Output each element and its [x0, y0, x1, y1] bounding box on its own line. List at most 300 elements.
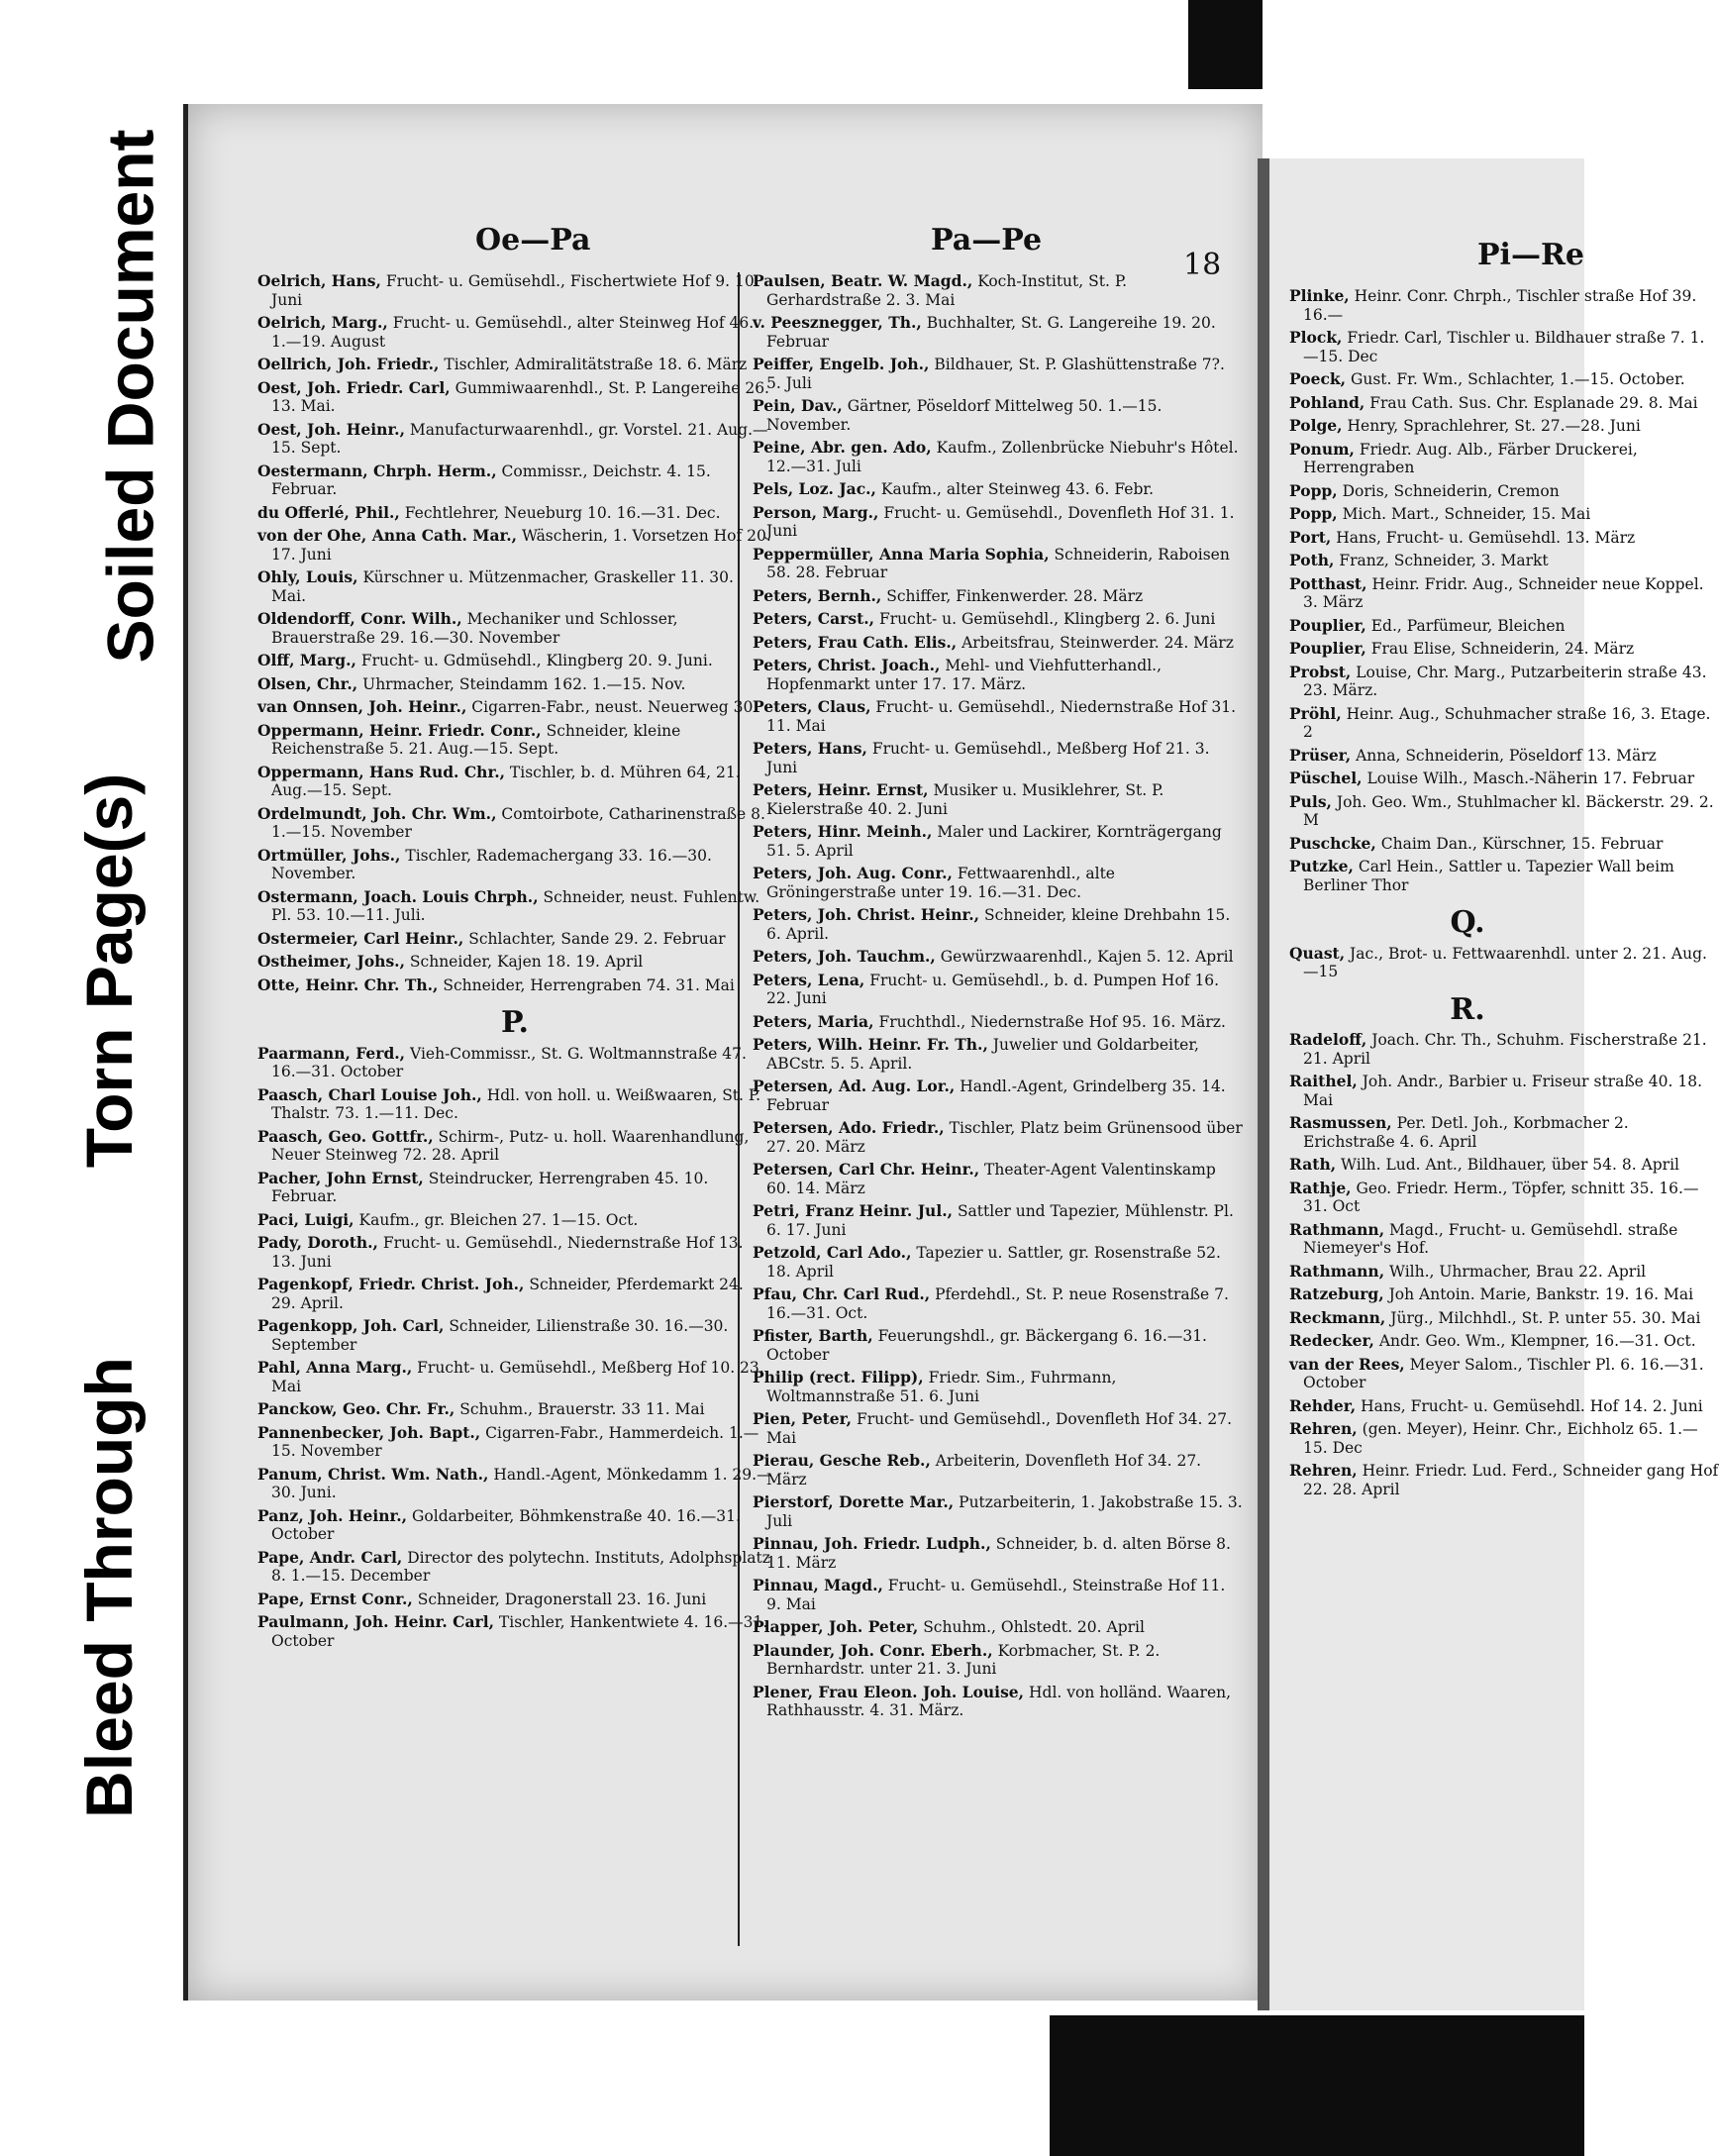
entry-name: Ponum, [1289, 439, 1355, 459]
directory-entry [257, 1400, 772, 1419]
entry-name: Pape, Ernst Conr., [257, 1589, 413, 1608]
entry-details: Wäscherin, 1. Vorsetzen Hof 20. 17. Juni [271, 527, 771, 564]
directory-entry [257, 1507, 772, 1544]
entry-details: Frucht- u. Gdmüsehdl., Klingberg 20. 9. Juni. [360, 652, 713, 669]
next-page [1269, 158, 1719, 2010]
entry-name: Plaunder, Joh. Conr. Eberh., [753, 1640, 993, 1660]
directory-entry [257, 272, 772, 309]
entry-name: Pröhl, [1289, 703, 1342, 723]
directory-entry [257, 1086, 772, 1123]
entry-name: Oppermann, Heinr. Friedr. Conr., [257, 720, 542, 740]
entry-name: Radeloff, [1289, 1030, 1367, 1049]
directory-entry [1289, 441, 1719, 477]
entry-name: Poth, [1289, 551, 1335, 569]
entry-details: Hans, Frucht- u. Gemüsehdl. 13. März [1336, 528, 1636, 547]
left-column [257, 272, 772, 1655]
entry-details: Friedr. Sim., Fuhrmann, Woltmannstraße 51. 6. Juni [766, 1369, 1117, 1405]
entry-details: Tischler, Admiralitätstraße 18. 6. März [444, 356, 748, 373]
directory-entry [257, 1591, 772, 1609]
entry-details: Schneider, Pferdemarkt 24. 29. April. [271, 1276, 744, 1312]
entry-name: Pagenkopf, Friedr. Christ. Joh., [257, 1275, 525, 1293]
directory-entry [1289, 1309, 1719, 1328]
entry-name: Rath, [1289, 1155, 1337, 1174]
entry-details: Arbeiterin, Dovenfleth Hof 34. 27. März [766, 1452, 1202, 1489]
entry-details: Heinr. Friedr. Lud. Ferd., Schneider gang Hof 22. 28. April [1303, 1462, 1719, 1498]
directory-entry [753, 1013, 1243, 1032]
directory-entry [753, 1642, 1243, 1679]
entry-name: Prüser, [1289, 745, 1352, 765]
entry-details: Geo. Friedr. Herm., Töpfer, schnitt 35. 16.—31. Oct [1303, 1179, 1699, 1215]
entry-details: Sattler und Tapezier, Mühlenstr. Pl. 6. 17. Juni [766, 1202, 1234, 1239]
directory-entry [257, 1613, 772, 1650]
directory-entry [1289, 1031, 1719, 1068]
entry-details: Theater-Agent Valentinskamp 60. 14. März [766, 1161, 1216, 1197]
entry-details: Schneider, b. d. alten Börse 8. 11. März [766, 1535, 1231, 1572]
entry-name: Oellrich, Joh. Friedr., [257, 355, 440, 373]
entry-name: Pacher, John Ernst, [257, 1168, 424, 1187]
directory-entry [257, 1234, 772, 1271]
entry-details: Heinr. Aug., Schuhmacher straße 16, 3. Etage. 2 [1303, 704, 1711, 741]
directory-entry [753, 272, 1243, 309]
entry-details: Franz, Schneider, 3. Markt [1339, 552, 1549, 569]
entry-name: Ohly, Louis, [257, 567, 358, 586]
entry-details: Friedr. Aug. Alb., Färber Druckerei, Herrengraben [1303, 440, 1638, 476]
entry-details: Tischler, Platz beim Grünensood über 27. 20. März [766, 1119, 1243, 1156]
entry-details: Hdl. von holländ. Waaren, Rathhausstr. 4. 31. März. [766, 1683, 1232, 1719]
entry-details: Goldarbeiter, Böhmkenstraße 40. 16.—31. October [271, 1506, 741, 1543]
entry-details: Frucht- u. Gemüsehdl., Niedernstraße Hof 13. 13. Juni [271, 1234, 744, 1271]
entry-details: Andr. Geo. Wm., Klempner, 16.—31. Oct. [1378, 1332, 1696, 1350]
directory-entry [257, 976, 772, 995]
entry-details: Steindrucker, Herrengraben 45. 10. Februar. [271, 1169, 709, 1205]
entry-name: Pady, Doroth., [257, 1233, 378, 1252]
entry-name: Ostermeier, Carl Heinr., [257, 928, 464, 948]
entry-name: Rathje, [1289, 1178, 1352, 1197]
entry-details: Gärtner, Pöseldorf Mittelweg 50. 1.—15. November. [766, 397, 1163, 434]
entry-name: Püschel, [1289, 769, 1363, 787]
page-number: 18 [1183, 248, 1222, 282]
entry-name: Putzke, [1289, 857, 1354, 875]
entry-name: Rehren, [1289, 1461, 1358, 1480]
entry-details: Gewürzwaarenhdl., Kajen 5. 12. April [940, 948, 1234, 966]
entry-name: Ratzeburg, [1289, 1284, 1384, 1303]
entry-name: Port, [1289, 527, 1332, 547]
entry-details: (gen. Meyer), Heinr. Chr., Eichholz 65. 1.—15. Dec [1303, 1420, 1698, 1457]
directory-entry [753, 1327, 1243, 1364]
entry-details: Kaufm., alter Steinweg 43. 6. Febr. [880, 480, 1155, 498]
section-heading-p: P. [500, 1005, 530, 1040]
entry-details: Kaufm., Zollenbrücke Niebuhr's Hôtel. 12.—31. Juli [766, 439, 1239, 475]
directory-entry [257, 888, 772, 925]
directory-entry [1289, 945, 1719, 981]
directory-entry [753, 698, 1243, 735]
entry-name: Panum, Christ. Wm. Nath., [257, 1464, 489, 1484]
entry-name: Person, Marg., [753, 502, 879, 522]
entry-name: van der Rees, [1289, 1354, 1405, 1374]
entry-details: Per. Detl. Joh., Korbmacher 2. Erichstraße 4. 6. April [1303, 1114, 1629, 1151]
entry-details: Wilh. Lud. Ant., Bildhauer, über 54. 8. April [1341, 1156, 1680, 1174]
entry-details: Feuerungshdl., gr. Bäckergang 6. 16.—31. October [766, 1327, 1207, 1364]
directory-entry [753, 972, 1243, 1008]
entry-name: Paasch, Geo. Gottfr., [257, 1126, 434, 1146]
entry-details: Tischler, b. d. Mühren 64, 21. Aug.—15. Sept. [271, 763, 741, 799]
entry-details: Comtoirbote, Catharinenstraße 8. 1.—15. November [271, 804, 765, 841]
entry-details: Uhrmacher, Steindamm 162. 1.—15. Nov. [362, 674, 686, 693]
entry-name: Peters, Joh. Aug. Conr., [753, 864, 953, 882]
directory-entry [257, 1276, 772, 1312]
entry-name: Peters, Claus, [753, 697, 871, 716]
entry-details: Manufacturwaarenhdl., gr. Vorstel. 21. Aug.—15. Sept. [271, 420, 768, 457]
entry-name: Paulsen, Beatr. W. Magd., [753, 271, 973, 290]
entry-name: Pels, Loz. Jac., [753, 479, 876, 498]
directory-entry [753, 740, 1243, 776]
entry-details: Schiffer, Finkenwerder. 28. März [886, 586, 1144, 605]
directory-entry [1289, 417, 1719, 436]
directory-entry [1289, 287, 1719, 324]
directory-entry [1289, 552, 1719, 570]
directory-entry [257, 698, 772, 717]
section-heading-r: R. [1450, 991, 1485, 1027]
directory-entry [753, 657, 1243, 693]
entry-name: Pierstorf, Dorette Mar., [753, 1492, 955, 1511]
dark-background-bottom [1050, 2015, 1584, 2156]
directory-entry [1289, 664, 1719, 700]
entry-name: Peters, Hinr. Meinh., [753, 822, 933, 841]
right-column-header: Pa—Pe [931, 223, 1043, 257]
next-page-header: Pi—Re [1477, 238, 1584, 272]
directory-entry [1289, 1073, 1719, 1109]
entry-name: Peters, Frau Cath. Elis., [753, 632, 958, 652]
entry-details: Carl Hein., Sattler u. Tapezier Wall beim Berliner Thor [1303, 858, 1674, 894]
entry-details: Frau Cath. Sus. Chr. Esplanade 29. 8. Mai [1369, 393, 1698, 412]
directory-entry [753, 1161, 1243, 1197]
entry-details: Ed., Parfümeur, Bleichen [1370, 616, 1566, 635]
directory-entry [753, 1078, 1243, 1114]
directory-entry [1289, 394, 1719, 413]
entry-details: Schneiderin, Raboisen 58. 28. Februar [766, 545, 1230, 581]
directory-entry [1289, 747, 1719, 766]
directory-entry [1289, 770, 1719, 788]
directory-entry [1289, 329, 1719, 365]
entry-name: Peiffer, Engelb. Joh., [753, 355, 930, 373]
entry-name: Raithel, [1289, 1072, 1358, 1090]
entry-name: Plapper, Joh. Peter, [753, 1617, 919, 1636]
entry-name: Paarmann, Ferd., [257, 1043, 406, 1063]
directory-entry [753, 1535, 1243, 1572]
directory-entry [753, 1410, 1243, 1447]
entry-details: Fettwaarenhdl., alte Gröningerstraße unter 19. 16.—31. Dec. [766, 865, 1115, 901]
entry-name: Olff, Marg., [257, 651, 356, 669]
directory-entry [257, 1359, 772, 1395]
directory-entry [753, 1036, 1243, 1073]
entry-name: Oestermann, Chrph. Herm., [257, 461, 497, 480]
directory-entry [753, 1244, 1243, 1281]
entry-name: Oelrich, Marg., [257, 313, 388, 332]
entry-name: Pinnau, Joh. Friedr. Ludph., [753, 1534, 991, 1553]
directory-entry [257, 675, 772, 694]
entry-details: Cigarren-Fabr., Hammerdeich. 1.—15. November [271, 1423, 759, 1460]
directory-entry [1289, 835, 1719, 854]
directory-entry [257, 504, 772, 523]
directory-entry [1289, 575, 1719, 612]
entry-name: Pohland, [1289, 392, 1365, 412]
entry-details: Frucht- u. Gemüsehdl., Niedernstraße Hof 31. 11. Mai [766, 698, 1237, 735]
directory-entry [257, 1424, 772, 1461]
directory-entry [1289, 1462, 1719, 1498]
entry-details: Tapezier u. Sattler, gr. Rosenstraße 52. 18. April [766, 1244, 1221, 1281]
directory-entry [753, 1577, 1243, 1613]
entry-details: Juwelier und Goldarbeiter, ABCstr. 5. 5. April. [766, 1036, 1199, 1073]
directory-entry [1289, 1332, 1719, 1351]
entry-details: Vieh-Commissr., St. G. Woltmannstraße 47. 16.—31. October [271, 1044, 747, 1080]
entry-details: Schuhm., Ohlstedt. 20. April [923, 1618, 1145, 1636]
entry-name: Peters, Maria, [753, 1011, 874, 1031]
entry-details: Schneider, kleine Reichenstraße 5. 21. Aug.—15. Sept. [271, 721, 681, 758]
entry-details: Buchhalter, St. G. Langereihe 19. 20. Februar [766, 314, 1216, 351]
entry-details: Hdl. von holl. u. Weißwaaren, St. P. Thalstr. 73. 1.—11. Dec. [271, 1085, 761, 1122]
entry-name: Popp, [1289, 480, 1338, 500]
directory-entry [753, 1202, 1243, 1239]
entry-details: Tischler, Hankentwiete 4. 16.—31. October [271, 1613, 768, 1650]
directory-entry [257, 847, 772, 883]
entry-details: Schirm-, Putz- u. holl. Waarenhandlung, Neuer Steinweg 72. 28. April [271, 1127, 750, 1164]
directory-entry [257, 527, 772, 564]
directory-entry [753, 906, 1243, 943]
entry-name: Pouplier, [1289, 639, 1366, 658]
entry-name: Pien, Peter, [753, 1409, 853, 1428]
entry-name: Rasmussen, [1289, 1113, 1392, 1132]
entry-name: Quast, [1289, 943, 1346, 963]
entry-details: Joh. Andr., Barbier u. Friseur straße 40. 18. Mai [1303, 1073, 1703, 1109]
entry-name: Reckmann, [1289, 1307, 1386, 1327]
directory-entry [1289, 370, 1719, 389]
directory-entry [753, 504, 1243, 541]
entry-details: Handl.-Agent, Mönkedamm 1. 29.—30. Juni. [271, 1465, 772, 1501]
entry-name: Petersen, Ado. Friedr., [753, 1118, 945, 1137]
entry-name: Redecker, [1289, 1331, 1374, 1350]
entry-details: Hans, Frucht- u. Gemüsehdl. Hof 14. 2. Juni [1361, 1396, 1703, 1415]
entry-name: Panckow, Geo. Chr. Fr., [257, 1399, 455, 1418]
directory-entry [1289, 529, 1719, 548]
entry-details: Schneider, Herrengraben 74. 31. Mai [443, 975, 735, 994]
entry-details: Putzarbeiterin, 1. Jakobstraße 15. 3. Juli [766, 1493, 1243, 1530]
label-bleed-through: Bleed Through [40, 1287, 178, 1887]
directory-entry [1289, 1263, 1719, 1282]
entry-name: Plock, [1289, 328, 1343, 347]
entry-details: Frucht- u. Gemüsehdl., Klingberg 2. 6. Juni [878, 610, 1216, 628]
entry-name: Peters, Wilh. Heinr. Fr. Th., [753, 1035, 988, 1054]
directory-entry [753, 480, 1243, 499]
directory-entry [753, 1493, 1243, 1530]
entry-name: Pagenkopp, Joh. Carl, [257, 1316, 445, 1335]
entry-name: Plinke, [1289, 286, 1350, 305]
entry-name: du Offerlé, Phil., [257, 502, 400, 522]
directory-entry [753, 314, 1243, 351]
directory-entry [1289, 640, 1719, 659]
directory-entry [257, 379, 772, 416]
entry-name: van Onnsen, Joh. Heinr., [257, 697, 467, 716]
dark-background-top [1188, 0, 1263, 89]
entry-details: Frucht- u. Gemüsehdl., b. d. Pumpen Hof 16. 22. Juni [766, 971, 1220, 1007]
entry-name: Panz, Joh. Heinr., [257, 1505, 408, 1525]
entry-name: Oppermann, Hans Rud. Chr., [257, 762, 505, 781]
entry-details: Schuhm., Brauerstr. 33 11. Mai [459, 1400, 705, 1418]
entry-name: von der Ohe, Anna Cath. Mar., [257, 526, 518, 545]
entry-details: Chaim Dan., Kürschner, 15. Februar [1380, 834, 1664, 853]
entry-details: Joh Antoin. Marie, Bankstr. 19. 16. Mai [1388, 1285, 1694, 1303]
entry-name: Oldendorff, Conr. Wilh., [257, 609, 462, 628]
entry-name: Petri, Franz Heinr. Jul., [753, 1201, 953, 1220]
main-page [183, 104, 1263, 2001]
directory-entry [257, 1211, 772, 1230]
entry-name: v. Peesznegger, Th., [753, 313, 922, 332]
directory-entry [1289, 617, 1719, 636]
directory-entry [753, 781, 1243, 818]
directory-entry [1289, 1285, 1719, 1304]
entry-name: Oest, Joh. Friedr. Carl, [257, 377, 451, 397]
entry-details: Joh. Geo. Wm., Stuhlmacher kl. Bäckerstr. 29. 2. M [1303, 792, 1714, 829]
entry-name: Rathmann, [1289, 1261, 1385, 1281]
directory-entry [753, 1452, 1243, 1489]
entry-name: Pfister, Barth, [753, 1326, 873, 1345]
entry-details: Doris, Schneiderin, Cremon [1342, 481, 1560, 500]
entry-name: Puschcke, [1289, 833, 1376, 853]
directory-entry [1289, 705, 1719, 742]
entry-name: Peters, Lena, [753, 970, 865, 989]
directory-entry [257, 1170, 772, 1206]
entry-name: Potthast, [1289, 573, 1367, 593]
entry-details: Henry, Sprachlehrer, St. 27.—28. Juni [1347, 417, 1641, 435]
entry-details: Kaufm., gr. Bleichen 27. 1—15. Oct. [358, 1210, 639, 1229]
entry-details: Pferdehdl., St. P. neue Rosenstraße 7. 16.—31. Oct. [766, 1285, 1229, 1322]
directory-entry [1289, 1356, 1719, 1392]
directory-entry [257, 356, 772, 374]
directory-entry [753, 1618, 1243, 1637]
entry-details: Bildhauer, St. P. Glashüttenstraße 7?. 5. Juli [766, 356, 1225, 392]
right-column [753, 272, 1243, 1725]
entry-details: Maler und Lackirer, Kornträgergang 51. 5. April [766, 823, 1222, 860]
entry-name: Peppermüller, Anna Maria Sophia, [753, 544, 1050, 564]
entry-details: Anna, Schneiderin, Pöseldorf 13. März [1356, 746, 1657, 765]
entry-details: Schlachter, Sande 29. 2. Februar [468, 929, 726, 948]
directory-entry [753, 546, 1243, 582]
entry-details: Frucht- u. Gemüsehdl., Meßberg Hof 21. 3. Juni [766, 740, 1210, 776]
entry-details: Frucht- u. Gemüsehdl., alter Steinweg Hof 46. 1.—19. August [271, 314, 755, 351]
entry-details: Schneider, neust. Fuhlentw. Pl. 53. 10.—11. Juli. [271, 887, 760, 924]
label-soiled-document: Soiled Document [61, 99, 200, 693]
entry-name: Pfau, Chr. Carl Rud., [753, 1284, 931, 1303]
entry-name: Ostermann, Joach. Louis Chrph., [257, 886, 539, 906]
entry-name: Probst, [1289, 662, 1352, 681]
directory-entry [257, 1045, 772, 1081]
directory-entry [753, 1285, 1243, 1322]
directory-entry [753, 356, 1243, 392]
directory-entry [257, 1317, 772, 1354]
entry-name: Peters, Hans, [753, 739, 867, 758]
section-heading-q: Q. [1450, 905, 1485, 940]
entry-name: Ortmüller, Johs., [257, 845, 401, 865]
entry-details: Frau Elise, Schneiderin, 24. März [1370, 640, 1635, 658]
entry-details: Handl.-Agent, Grindelberg 35. 14. Februar [766, 1078, 1226, 1114]
entry-details: Tischler, Rademachergang 33. 16.—30. November. [271, 846, 712, 882]
directory-entry [257, 805, 772, 842]
entry-name: Ostheimer, Johs., [257, 952, 405, 971]
entry-details: Mehl- und Viehfutterhandl., Hopfenmarkt unter 17. 17. März. [766, 657, 1163, 693]
entry-details: Meyer Salom., Tischler Pl. 6. 16.—31. October [1303, 1355, 1704, 1391]
directory-entry [753, 948, 1243, 967]
next-page-column [1289, 286, 1719, 1503]
entry-details: Frucht- und Gemüsehdl., Dovenfleth Hof 34. 27. Mai [766, 1410, 1233, 1447]
entry-name: Pein, Dav., [753, 396, 843, 415]
directory-entry [257, 1128, 772, 1165]
entry-name: Pinnau, Magd., [753, 1576, 883, 1594]
entry-details: Kürschner u. Mützenmacher, Graskeller 11. 30. Mai. [271, 568, 734, 605]
directory-entry [257, 1466, 772, 1502]
directory-entry [753, 634, 1243, 653]
directory-entry [753, 1119, 1243, 1156]
entry-details: Schneider, kleine Drehbahn 15. 6. April. [766, 906, 1231, 943]
entry-details: Mechaniker und Schlosser, Brauerstraße 29. 16.—30. November [271, 610, 678, 647]
directory-entry [1289, 1221, 1719, 1258]
entry-name: Petzold, Carl Ado., [753, 1243, 912, 1262]
entry-details: Schneider, Lilienstraße 30. 16.—30. September [271, 1317, 729, 1354]
entry-name: Rehren, [1289, 1419, 1358, 1438]
directory-entry [753, 823, 1243, 860]
directory-entry [1289, 505, 1719, 524]
entry-name: Peine, Abr. gen. Ado, [753, 438, 932, 457]
entry-name: Pape, Andr. Carl, [257, 1547, 403, 1567]
directory-entry [257, 1549, 772, 1586]
entry-name: Rathmann, [1289, 1219, 1385, 1239]
entry-details: Schneider, Kajen 18. 19. April [409, 953, 644, 971]
directory-entry [1289, 482, 1719, 501]
directory-entry [1289, 1156, 1719, 1175]
directory-entry [257, 930, 772, 949]
directory-entry [257, 462, 772, 499]
directory-entry [1289, 1180, 1719, 1216]
entry-name: Ordelmundt, Joh. Chr. Wm., [257, 803, 497, 823]
entry-details: Frucht- u. Gemüsehdl., Meßberg Hof 10. 23. Mai [271, 1359, 764, 1395]
entry-details: Korbmacher, St. P. 2. Bernhardstr. unter 21. 3. Juni [766, 1641, 1161, 1678]
entry-name: Pahl, Anna Marg., [257, 1358, 413, 1377]
entry-details: Frucht- u. Gemüsehdl., Steinstraße Hof 11. 9. Mai [766, 1577, 1226, 1613]
directory-entry [753, 1684, 1243, 1720]
entry-name: Peters, Christ. Joach., [753, 656, 941, 674]
entry-name: Olsen, Chr., [257, 673, 358, 693]
entry-details: Fechtlehrer, Neueburg 10. 16.—31. Dec. [404, 503, 721, 522]
entry-name: Plener, Frau Eleon. Joh. Louise, [753, 1682, 1025, 1701]
entry-name: Rehder, [1289, 1395, 1357, 1415]
directory-entry [257, 610, 772, 647]
entry-details: Koch-Institut, St. P. Gerhardstraße 2. 3. Mai [766, 272, 1128, 309]
entry-name: Pouplier, [1289, 615, 1366, 635]
directory-entry [753, 865, 1243, 901]
entry-details: Arbeitsfrau, Steinwerder. 24. März [961, 633, 1234, 652]
entry-details: Gummiwaarenhdl., St. P. Langereihe 26. 13. Mai. [271, 378, 769, 415]
label-torn-pages: Torn Page(s) [40, 693, 178, 1248]
entry-details: Gust. Fr. Wm., Schlachter, 1.—15. October. [1350, 370, 1685, 388]
entry-details: Joach. Chr. Th., Schuhm. Fischerstraße 21. 21. April [1303, 1031, 1707, 1068]
entry-name: Pannenbecker, Joh. Bapt., [257, 1422, 481, 1442]
entry-details: Jürg., Milchhdl., St. P. unter 55. 30. Mai [1390, 1308, 1701, 1327]
directory-entry [257, 421, 772, 458]
entry-details: Director des polytechn. Instituts, Adolphsplatz 8. 1.—15. December [271, 1548, 770, 1585]
directory-entry [257, 953, 772, 972]
directory-entry [753, 439, 1243, 475]
entry-name: Popp, [1289, 504, 1338, 523]
directory-entry [257, 314, 772, 351]
entry-details: Heinr. Fridr. Aug., Schneider neue Koppel. 3. März [1303, 574, 1704, 611]
